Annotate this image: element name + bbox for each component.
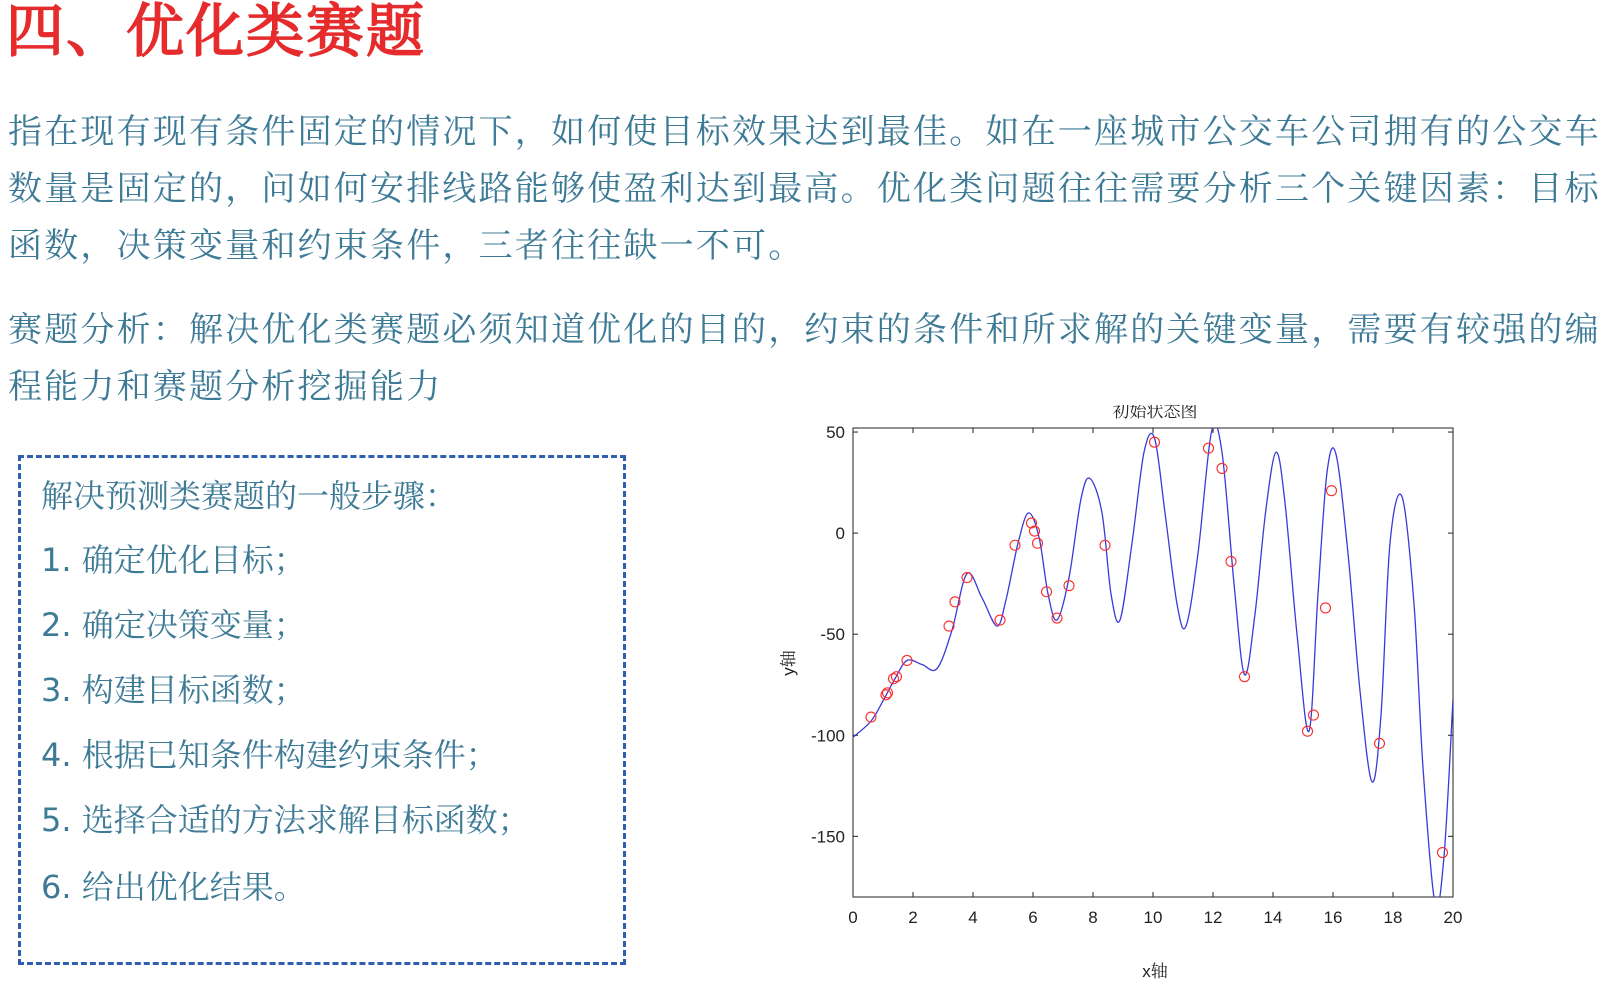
x-tick-label: 0 [848, 908, 858, 927]
x-tick-label: 14 [1263, 908, 1283, 927]
series-line-layer [853, 424, 1453, 907]
y-tick-label: -100 [810, 726, 845, 746]
step-item-5: 5. 选择合适的方法求解目标函数； [41, 801, 530, 839]
x-tick-label: 16 [1323, 908, 1343, 927]
step-item-6: 6. 给出优化结果。 [41, 868, 306, 906]
step-item-1: 1. 确定优化目标； [41, 541, 306, 579]
plot-frame [853, 428, 1453, 897]
data-point-marker [1064, 581, 1074, 591]
x-tick-label: 12 [1203, 908, 1223, 927]
analysis-paragraph: 赛题分析：解决优化类赛题必须知道优化的目的，约束的条件和所求解的关键变量，需要有较强的编程能力和赛题分析挖掘能力 [8, 310, 1601, 407]
axes [811, 423, 1462, 927]
data-point-marker [1010, 540, 1020, 550]
step-item-3: 3. 构建目标函数； [41, 671, 306, 709]
y-tick-label: 0 [835, 524, 845, 544]
steps-box [18, 455, 626, 965]
x-tick-label: 10 [1143, 908, 1163, 927]
page-title: 四、优化类赛题 [6, 0, 427, 65]
x-tick-label: 2 [908, 908, 918, 927]
series-line [853, 424, 1453, 907]
series-marker-layer [866, 437, 1448, 857]
data-point-marker [1321, 603, 1331, 613]
x-axis-label: x轴 [1142, 962, 1168, 981]
initial-state-chart [780, 405, 1520, 981]
step-item-2: 2. 确定决策变量； [41, 606, 306, 644]
y-tick-label: -50 [820, 625, 845, 645]
data-point-marker [1438, 848, 1448, 858]
steps-heading: 解决预测类赛题的一般步骤： [41, 477, 458, 515]
data-point-marker [1309, 710, 1319, 720]
chart-title: 初始状态图 [1112, 405, 1198, 421]
x-tick-label: 20 [1443, 908, 1463, 927]
data-point-marker [1327, 486, 1337, 496]
chart-svg [780, 405, 1520, 981]
intro-paragraph: 指在现有现有条件固定的情况下，如何使目标效果达到最佳。如在一座城市公交车公司拥有的公交车数量是固定的，问如何安排线路能够使盈利达到最高。优化类问题往往需要分析三个关键因素：目标函数，决策变量和约束条件，三者往往缺一不可。 [8, 112, 1601, 266]
data-point-marker [1033, 538, 1043, 548]
step-item-4: 4. 根据已知条件构建约束条件； [41, 736, 498, 774]
y-tick-label: 50 [826, 423, 845, 443]
x-tick-label: 18 [1383, 908, 1403, 927]
x-tick-label: 4 [968, 908, 978, 927]
x-tick-label: 8 [1088, 908, 1098, 927]
y-tick-label: -150 [810, 827, 845, 847]
y-axis-label: y轴 [780, 650, 798, 676]
data-point-marker [1217, 463, 1227, 473]
data-point-marker [1226, 556, 1236, 566]
x-tick-label: 6 [1028, 908, 1038, 927]
